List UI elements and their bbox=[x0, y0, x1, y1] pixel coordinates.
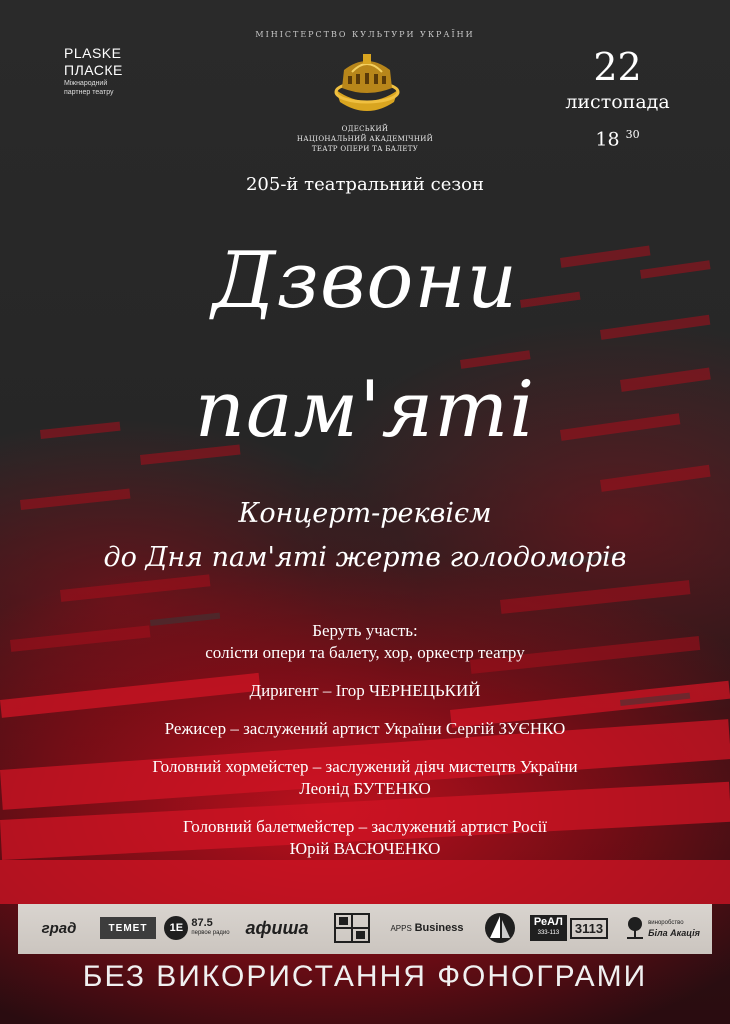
director: Режисер – заслужений артист України Сергій ЗУЄНКО bbox=[164, 719, 566, 738]
sponsor-bila-line-1: виноробство bbox=[648, 920, 684, 926]
partner-logo bbox=[64, 45, 123, 97]
radio-icon: 1E bbox=[164, 916, 188, 940]
radio-frequency: 87.5 bbox=[191, 917, 213, 929]
title-line-1: Дзвони bbox=[212, 236, 518, 326]
partner-caption-2: партнер театру bbox=[64, 89, 114, 96]
sponsor-temet bbox=[98, 912, 158, 944]
event-month: листопада bbox=[565, 91, 670, 113]
sponsor-real bbox=[530, 912, 608, 944]
choirmaster-title: Головний хормейстер – заслужений діяч мистецтв України bbox=[152, 757, 578, 776]
title-line-2: пам'яті bbox=[194, 365, 536, 455]
sponsor-radio bbox=[164, 912, 230, 944]
choirmaster-name: Леонід БУТЕНКО bbox=[299, 779, 431, 798]
partner-name-cyrillic: ПЛАСКЕ bbox=[64, 62, 123, 78]
theatre-crown-logo bbox=[332, 50, 402, 114]
ballet-master-title: Головний балетмейстер – заслужений артист Росії bbox=[182, 817, 548, 836]
theatre-name-line-2: НАЦІОНАЛЬНИЙ АКАДЕМІЧНИЙ bbox=[296, 135, 434, 143]
sponsor-afisha-label: афиша bbox=[245, 917, 309, 938]
tree-icon bbox=[624, 916, 646, 940]
ministry-label: МІНІСТЕРСТВО КУЛЬТУРИ УКРАЇНИ bbox=[255, 30, 475, 39]
sail-icon bbox=[483, 912, 517, 944]
participants: солісти опери та балету, хор, оркестр театру bbox=[205, 643, 525, 662]
sponsor-apps-business bbox=[384, 912, 470, 944]
partner-name-latin: PLASKE bbox=[64, 45, 122, 61]
event-minutes: 30 bbox=[625, 128, 640, 141]
sponsor-sail bbox=[478, 912, 522, 944]
sponsor-business-label: Business bbox=[414, 922, 464, 934]
grid-logo-icon bbox=[334, 913, 370, 943]
event-date bbox=[555, 46, 680, 152]
sponsor-temet-label: TEMET bbox=[100, 917, 156, 939]
radio-name: первое радио bbox=[191, 930, 230, 936]
partner-caption-1: Міжнародний bbox=[64, 80, 108, 87]
no-playback-notice: БЕЗ ВИКОРИСТАННЯ ФОНОГРАМИ bbox=[82, 960, 648, 993]
sponsor-real-label: РеАЛ bbox=[533, 916, 563, 928]
sponsor-bila-line-2: Біла Акація bbox=[648, 928, 700, 938]
theatre-name-line-3: ТЕАТР ОПЕРИ ТА БАЛЕТУ bbox=[311, 145, 419, 153]
sponsors-bar bbox=[18, 904, 712, 954]
conductor: Диригент – Ігор ЧЕРНЕЦЬКИЙ bbox=[249, 681, 481, 700]
event-hour: 18 bbox=[595, 128, 620, 151]
theatre-name-line-1: ОДЕСЬКИЙ bbox=[341, 125, 389, 133]
credits bbox=[0, 620, 730, 860]
subtitle-line-1: Концерт-реквієм bbox=[238, 498, 492, 529]
sponsor-real-phone: 3113 bbox=[570, 918, 608, 939]
sponsor-bila-akatsiya bbox=[618, 912, 706, 944]
sponsor-grad bbox=[28, 912, 90, 944]
season-label: 205-й театральний сезон bbox=[245, 174, 485, 195]
participants-heading: Беруть участь: bbox=[312, 621, 418, 640]
sponsor-afisha bbox=[234, 912, 320, 944]
event-day: 22 bbox=[593, 45, 642, 89]
sponsor-grid-logo bbox=[330, 912, 374, 944]
sponsor-real-small: 333-113 bbox=[537, 930, 560, 936]
sponsor-apps-label: APPS bbox=[390, 923, 412, 933]
subtitle-line-2: до Дня пам'яті жертв голодоморів bbox=[103, 542, 627, 573]
sponsor-grad-label: град bbox=[41, 919, 77, 937]
event-time bbox=[555, 122, 680, 152]
ballet-master-name: Юрій ВАСЮЧЕНКО bbox=[289, 839, 441, 858]
